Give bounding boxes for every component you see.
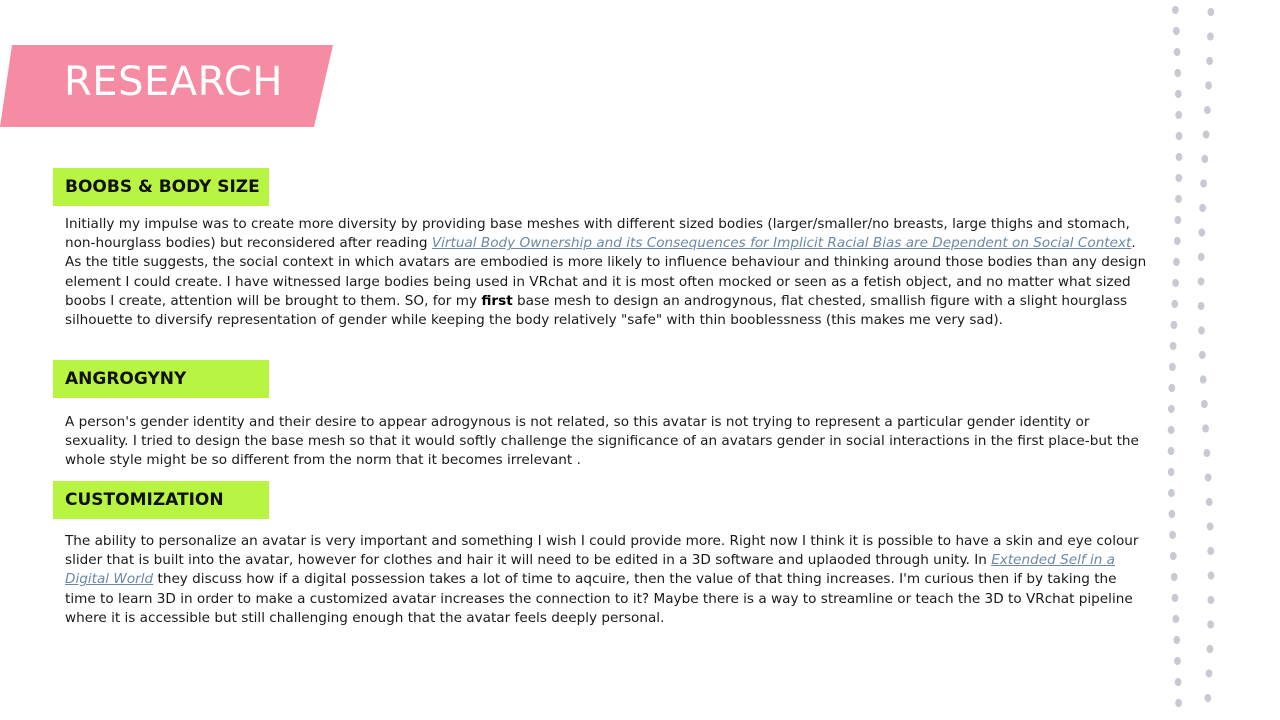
reference-link-extended-self[interactable]: Extended Self in a Digital World bbox=[65, 552, 1115, 588]
decorative-dot bbox=[1198, 253, 1205, 261]
decorative-dot bbox=[1205, 81, 1212, 89]
reference-link-virtual-body-ownership[interactable]: Virtual Body Ownership and its Consequences for Implicit Racial Bias are Dependent on Social Context bbox=[431, 235, 1132, 252]
decorative-dot bbox=[1207, 547, 1214, 555]
decorative-dot bbox=[1198, 326, 1205, 334]
decorative-dot bbox=[1200, 375, 1207, 383]
decorative-dot bbox=[1175, 699, 1182, 707]
decorative-dot bbox=[1198, 228, 1205, 236]
decorative-dot bbox=[1168, 447, 1175, 455]
decorative-dot bbox=[1206, 498, 1213, 506]
decorative-dot bbox=[1168, 468, 1175, 476]
section-heading-body-size bbox=[53, 168, 269, 206]
emphasis-text: first bbox=[481, 292, 513, 309]
decorative-dot bbox=[1176, 132, 1183, 140]
decorative-dot bbox=[1171, 321, 1178, 329]
decorative-dot bbox=[1175, 216, 1182, 224]
decorative-dot bbox=[1204, 106, 1211, 114]
decorative-dot bbox=[1199, 351, 1206, 359]
decorative-dot bbox=[1206, 669, 1213, 677]
decorative-dot bbox=[1168, 426, 1175, 434]
section-heading-label: ANGROGYNY bbox=[65, 369, 187, 389]
dot-column-left bbox=[1168, 6, 1183, 707]
section-paragraph-body-size bbox=[65, 215, 1150, 330]
decorative-dot bbox=[1206, 57, 1213, 65]
decorative-dot bbox=[1198, 302, 1205, 310]
decorative-dot bbox=[1208, 571, 1215, 579]
section-heading-androgyny bbox=[53, 360, 269, 398]
decorative-dot bbox=[1169, 531, 1176, 539]
decorative-dot bbox=[1176, 153, 1183, 161]
decorative-dot bbox=[1172, 594, 1179, 602]
paragraph-text: . As the title suggests, the social context in which avatars are embodied is more likely to influence behaviour and thinking around those bodies than any design element I could create. I have witnessed large bodies being used in VRchat and it is most often mocked or seen as a fetish object, and no matter what sized boobs I create, attention will be brought to them. SO, for my bbox=[65, 235, 1147, 309]
decorative-dot bbox=[1174, 48, 1181, 56]
paragraph-text: A person's gender identity and their desire to appear adrogynous is not related, so this avatar is not trying to represent a particular gender identity or sexuality. I tried to design the base mesh so that it would softly challenge the significance of an avatars gender in social interactions in the first place-but the whole style might be so different from the norm that it becomes irrelevant . bbox=[65, 414, 1139, 469]
decorative-dot bbox=[1207, 522, 1214, 530]
decorative-dot bbox=[1203, 130, 1210, 138]
decorative-dot bbox=[1199, 204, 1206, 212]
decorative-dot bbox=[1174, 237, 1181, 245]
decorative-dot bbox=[1173, 636, 1180, 644]
decorative-dot bbox=[1168, 489, 1175, 497]
section-paragraph-customization bbox=[65, 532, 1150, 628]
decorative-dot bbox=[1174, 69, 1181, 77]
decorative-dot bbox=[1175, 174, 1182, 182]
decorative-dot bbox=[1207, 620, 1214, 628]
decorative-dot bbox=[1170, 552, 1177, 560]
decorative-dot bbox=[1168, 405, 1175, 413]
decorative-dot bbox=[1204, 449, 1211, 457]
dotted-border-decoration bbox=[1160, 0, 1230, 720]
decorative-dot bbox=[1171, 573, 1178, 581]
decorative-dot bbox=[1172, 6, 1179, 14]
decorative-dot bbox=[1207, 8, 1214, 16]
decorative-dot bbox=[1175, 111, 1182, 119]
decorative-dot bbox=[1175, 90, 1182, 98]
decorative-dot bbox=[1172, 279, 1179, 287]
decorative-dot bbox=[1200, 179, 1207, 187]
decorative-dot bbox=[1173, 615, 1180, 623]
decorative-dot bbox=[1208, 596, 1215, 604]
decorative-dot bbox=[1198, 277, 1205, 285]
decorative-dot bbox=[1175, 195, 1182, 203]
decorative-dot bbox=[1171, 300, 1178, 308]
paragraph-text: they discuss how if a digital possession takes a lot of time to aqcuire, then the value of that thing increases. I'm curious then if by taking the time to learn 3D in order to make a customized avatar increases the connection to it? Maybe there is a way to streamline or teach the 3D to VRchat pipeline where it is accessible but still challenging enough that the avatar feels deeply personal. bbox=[65, 571, 1133, 626]
decorative-dot bbox=[1174, 657, 1181, 665]
section-heading-label: BOOBS & BODY SIZE bbox=[65, 177, 260, 197]
decorative-dot bbox=[1168, 384, 1175, 392]
paragraph-text: Initially my impulse was to create more diversity by providing base meshes with different sized bodies (larger/smaller/no breasts, large thighs and stomach, non-hourglass bodies) but reconsidered after reading bbox=[65, 216, 1130, 252]
decorative-dot bbox=[1204, 694, 1211, 702]
slide-title: RESEARCH bbox=[64, 59, 283, 105]
decorative-dot bbox=[1169, 510, 1176, 518]
decorative-dot bbox=[1170, 342, 1177, 350]
paragraph-text: base mesh to design an androgynous, flat chested, smallish figure with a slight hourglass silhouette to diversify representation of gender while keeping the body relatively "safe" with thin booblessness (this makes me very sad). bbox=[65, 292, 1128, 329]
decorative-dot bbox=[1173, 258, 1180, 266]
decorative-dot bbox=[1201, 400, 1208, 408]
decorative-dot bbox=[1207, 645, 1214, 653]
section-paragraph-androgyny bbox=[65, 413, 1150, 471]
decorative-dot bbox=[1173, 27, 1180, 35]
decorative-dot bbox=[1202, 424, 1209, 432]
dot-column-right bbox=[1198, 8, 1215, 702]
decorative-dot bbox=[1207, 32, 1214, 40]
decorative-dot bbox=[1201, 155, 1208, 163]
paragraph-text: The ability to personalize an avatar is very important and something I wish I could provide more. Right now I think it is possible to have a skin and eye colour slider that is built into the avatar, however for clothes and hair it will need to be edited in a 3D software and uplaoded through unity. In bbox=[65, 533, 1139, 569]
section-heading-label: CUSTOMIZATION bbox=[65, 490, 224, 510]
decorative-dot bbox=[1169, 363, 1176, 371]
decorative-dot bbox=[1205, 473, 1212, 481]
decorative-dot bbox=[1175, 678, 1182, 686]
section-heading-customization bbox=[53, 481, 269, 519]
